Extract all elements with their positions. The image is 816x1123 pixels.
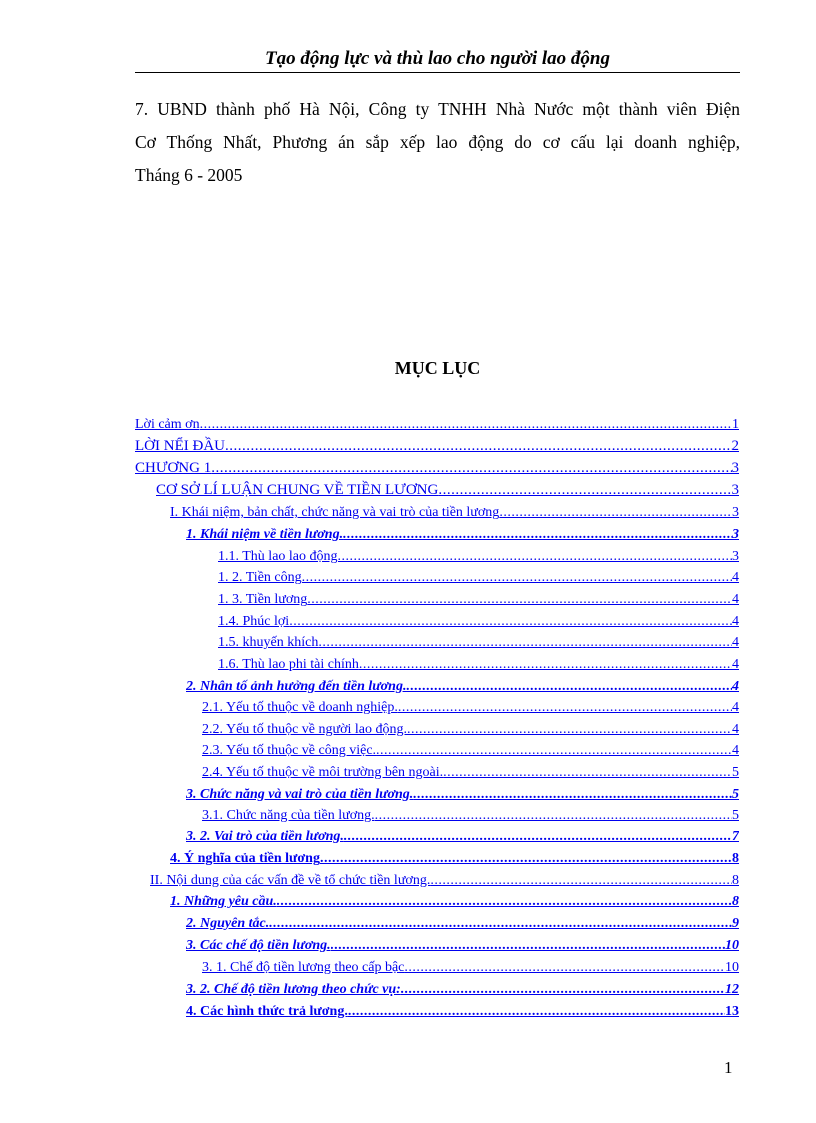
toc-entry-page: 4 [732,592,739,607]
toc-entry-page: 10 [725,960,739,975]
toc-dot-leader [348,1001,725,1022]
toc-entry[interactable] [218,546,739,567]
toc-entry-page: 2 [731,438,739,454]
toc-dot-leader [407,719,732,740]
toc-entry[interactable] [156,480,739,501]
toc-entry-title: 1.4. Phúc lợi [218,614,290,629]
toc-entry-title: Lời cảm ơn [135,417,200,432]
toc-entry-title: CHƯƠNG 1 [135,460,212,476]
toc-dot-leader [225,436,732,457]
toc-entry-page: 4 [732,657,739,672]
toc-entry-title: 2.3. Yếu tố thuộc về công việc. [202,743,377,758]
toc-entry[interactable] [186,935,739,956]
toc-entry-title: 3. Chức năng và vai trò của tiền lương. [186,787,414,802]
toc-entry-page: 5 [732,808,739,823]
toc-entry[interactable] [170,848,739,869]
toc-dot-leader [269,913,732,934]
toc-entry-page: 3 [731,460,739,476]
toc-entry-page: 4 [732,722,739,737]
toc-entry[interactable] [218,567,739,588]
toc-entry-title: 2.2. Yếu tố thuộc về người lao động. [202,722,407,737]
toc-dot-leader [318,632,732,653]
toc-entry[interactable] [135,458,739,479]
toc-entry-page: 4 [732,679,739,694]
toc-dot-leader [359,654,732,675]
toc-entry-page: 1 [732,417,739,432]
toc-entry-page: 12 [725,982,739,997]
toc-entry-title: 1. Khái niệm về tiền lương. [186,527,344,542]
toc-entry[interactable] [202,762,739,783]
toc-entry-page: 4 [732,743,739,758]
toc-entry[interactable] [170,502,739,523]
toc-entry-page: 8 [732,851,739,866]
toc-dot-leader [375,805,732,826]
toc-entry-page: 4 [732,635,739,650]
toc-entry-title: 3.1. Chức năng của tiền lương. [202,808,375,823]
toc-entry[interactable] [218,611,739,632]
toc-entry-title: I. Khái niệm, bản chất, chức năng và vai trò của tiền lương [170,505,500,520]
toc-entry-page: 5 [732,765,739,780]
toc-entry-page: 4 [732,614,739,629]
toc-dot-leader [499,502,732,523]
toc-dot-leader [338,546,732,567]
toc-entry[interactable] [186,676,739,697]
toc-entry-page: 3 [732,549,739,564]
toc-entry-page: 7 [732,829,739,844]
toc-entry[interactable] [202,719,739,740]
toc-entry[interactable] [186,913,739,934]
toc-entry-page: 13 [725,1004,739,1019]
toc-entry-page: 3 [732,505,739,520]
toc-entry[interactable] [186,1001,739,1022]
toc-entry[interactable] [186,826,739,847]
toc-entry-title: 2.1. Yếu tố thuộc về doanh nghiệp. [202,700,398,715]
toc-dot-leader [376,740,732,761]
reference-line: Tháng 6 - 2005 [135,165,243,185]
toc-entry-title: 2. Nguyên tắc. [186,916,270,931]
toc-heading: MỤC LỤC [394,358,481,378]
toc-entry-page: 3 [732,527,739,542]
toc-entry-page: 8 [732,873,739,888]
toc-dot-leader [406,676,732,697]
toc-entry-title: 4. Các hình thức trả lương. [186,1004,348,1019]
toc-dot-leader [344,826,732,847]
toc-entry-page: 4 [732,570,739,585]
toc-dot-leader [413,784,732,805]
toc-dot-leader [277,891,732,912]
toc-entry[interactable] [150,870,739,891]
toc-entry[interactable] [218,632,739,653]
toc-dot-leader [320,848,732,869]
toc-dot-leader [307,589,732,610]
toc-entry[interactable] [218,589,739,610]
toc-entry[interactable] [202,805,739,826]
header-title: Tạo động lực và thù lao cho người lao động [265,48,610,69]
toc-dot-leader [404,957,725,978]
toc-dot-leader [302,567,732,588]
toc-entry-page: 9 [732,916,739,931]
toc-entry-title: 1. 3. Tiền lương [218,592,308,607]
toc-entry-title: 1.1. Thù lao lao động [218,549,338,564]
toc-entry-title: 4. Ý nghĩa của tiền lương [170,851,320,866]
toc-entry[interactable] [202,697,739,718]
toc-entry-page: 8 [732,894,739,909]
toc-dot-leader [331,935,725,956]
page-number: 1 [724,1058,733,1077]
toc-entry[interactable] [170,891,739,912]
toc-entry[interactable] [135,414,739,435]
toc-entry-title: II. Nội dung của các vấn đề về tổ chức tiền lương. [150,873,431,888]
toc-entry-title: 1. 2. Tiền công [218,570,302,585]
toc-entry[interactable] [186,524,739,545]
reference-entry [135,93,740,192]
toc-entry-title: CƠ SỞ LÍ LUẬN CHUNG VỀ TIỀN LƯƠNG [156,482,439,498]
toc-entry[interactable] [202,740,739,761]
toc-entry-page: 4 [732,700,739,715]
toc-dot-leader [200,414,732,435]
toc-entry[interactable] [135,436,739,457]
toc-entry-title: 2.4. Yếu tố thuộc về môi trường bên ngoài. [202,765,444,780]
toc-dot-leader [443,762,732,783]
toc-entry-title: 1. Những yêu cầu. [170,894,277,909]
toc-dot-leader [438,480,731,501]
toc-entry-title: LỜI NỂI ĐẦU [135,438,225,454]
toc-dot-leader [343,524,732,545]
toc-entry-page: 3 [731,482,739,498]
toc-entry-title: 3. 2. Vai trò của tiền lương. [186,829,344,844]
reference-line: Cơ Thống Nhất, Phương án sắp xếp lao động do cơ cấu lại doanh nghiệp, [135,132,740,152]
toc-entry-title: 1.6. Thù lao phi tài chính [218,657,359,672]
toc-entry[interactable] [186,784,739,805]
toc-entry[interactable] [202,957,739,978]
toc-entry-page: 5 [732,787,739,802]
header-divider [135,72,740,73]
toc-entry-title: 3. 2. Chế độ tiền lương theo chức vụ: [186,982,401,997]
toc-entry[interactable] [186,979,739,1000]
toc-dot-leader [289,611,732,632]
toc-entry-page: 10 [725,938,739,953]
toc-entry-title: 3. 1. Chế độ tiền lương theo cấp bậc [202,960,405,975]
toc-dot-leader [211,458,731,479]
toc-entry-title: 1.5. khuyến khích [218,635,319,650]
toc-dot-leader [401,979,725,1000]
toc-entry-title: 3. Các chế độ tiền lương. [186,938,331,953]
toc-dot-leader [398,697,732,718]
toc-entry[interactable] [218,654,739,675]
reference-line: 7. UBND thành phố Hà Nội, Công ty TNHH Nhà Nước một thành viên Điện [135,99,740,119]
toc-dot-leader [430,870,732,891]
toc-entry-title: 2. Nhân tố ảnh hưởng đến tiền lương. [186,679,407,694]
